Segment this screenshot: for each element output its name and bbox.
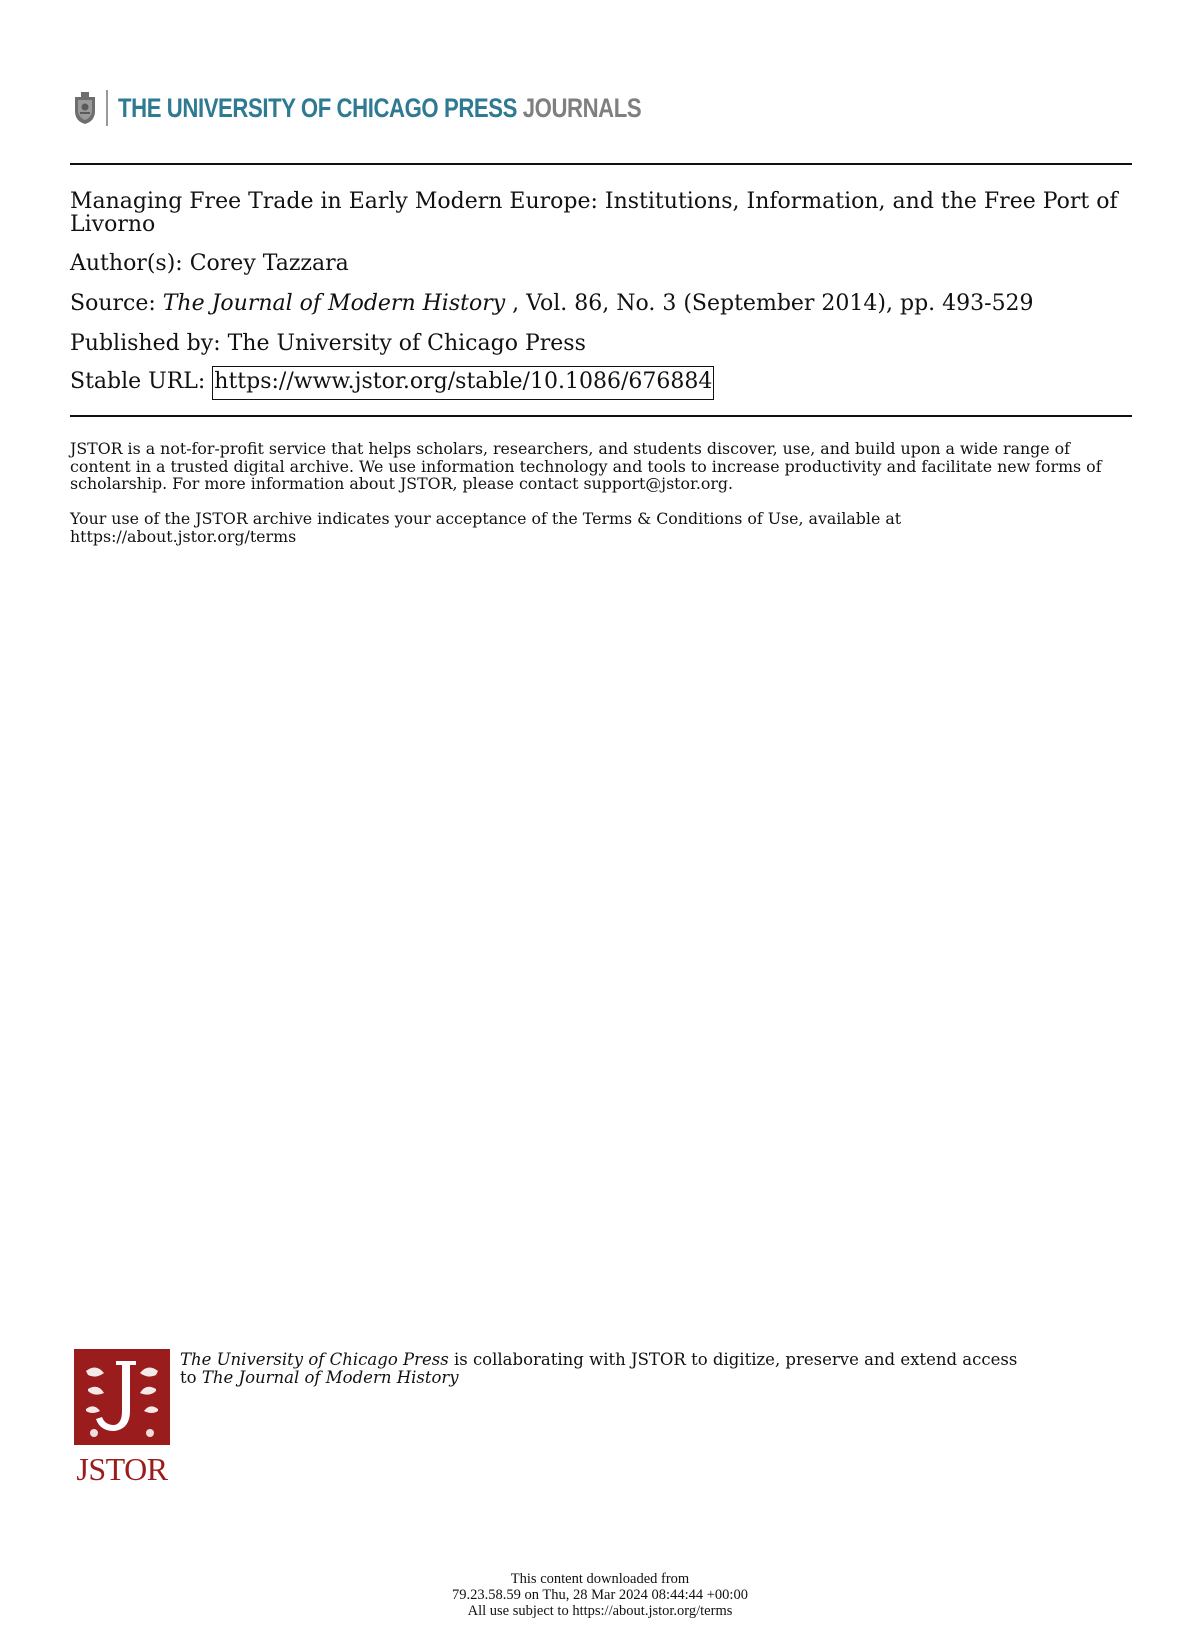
jstor-wordmark: JSTOR xyxy=(76,1451,168,1487)
terms-notice xyxy=(70,510,1132,545)
author-name: Corey Tazzara xyxy=(189,251,349,276)
article-title: Managing Free Trade in Early Modern Europe: Institutions, Information, and the Free Port of Livorno xyxy=(70,189,1118,237)
collaboration-to: to xyxy=(180,1368,202,1387)
source-line xyxy=(70,292,1132,316)
journal-name: The Journal of Modern History xyxy=(162,291,506,316)
header-divider xyxy=(106,90,108,126)
footer-line-2: 79.23.58.59 on Thu, 28 Mar 2024 08:44:44 +00:00 xyxy=(452,1587,748,1603)
terms-line: Your use of the JSTOR archive indicates your acceptance of the Terms & Conditions of Use, available at xyxy=(70,509,902,528)
publisher-suffix: JOURNALS xyxy=(516,92,642,123)
author-label: Author(s): xyxy=(70,251,190,276)
publisher-header xyxy=(72,88,756,128)
terms-url[interactable]: https://about.jstor.org/terms xyxy=(70,526,297,546)
publisher-value: The University of Chicago Press xyxy=(227,331,586,356)
jstor-emblem-icon xyxy=(74,1349,170,1445)
footer-line-1: This content downloaded from xyxy=(510,1571,690,1587)
top-rule xyxy=(70,163,1132,165)
source-details: , Vol. 86, No. 3 (September 2014), pp. 493-529 xyxy=(505,291,1034,316)
bottom-rule xyxy=(70,415,1132,417)
collaboration-journal: The Journal of Modern History xyxy=(201,1368,459,1387)
collaboration-line-1 xyxy=(180,1351,1080,1369)
jstor-logo xyxy=(74,1349,170,1485)
publisher-line xyxy=(70,332,1132,356)
publisher-label: Published by: xyxy=(70,331,228,356)
citation-block xyxy=(70,190,1132,416)
collaboration-statement xyxy=(180,1351,1080,1387)
collaboration-text: is collaborating with JSTOR to digitize, preserve and extend access xyxy=(448,1350,1018,1369)
stable-url-link[interactable]: https://www.jstor.org/stable/10.1086/676884 xyxy=(212,366,714,400)
jstor-about-notice: JSTOR is a not-for-profit service that helps scholars, researchers, and students discover, use, and build upon a wide range of content in a trusted digital archive. We use information technology and tools to increase productivity and facilitate new forms of scholarship. For more information about JSTOR, please contact support@jstor.org. xyxy=(70,439,1102,494)
source-label: Source: xyxy=(70,291,163,316)
collaboration-line-2 xyxy=(180,1369,1080,1387)
download-footer xyxy=(300,1571,900,1619)
stable-url-line xyxy=(70,366,1132,400)
stable-url-label: Stable URL: xyxy=(70,369,213,394)
partner-name: The University of Chicago Press xyxy=(180,1350,449,1369)
university-seal-icon xyxy=(72,91,98,125)
footer-line-3: All use subject to https://about.jstor.org/terms xyxy=(467,1603,733,1619)
publisher-wordmark xyxy=(118,93,641,124)
publisher-name: THE UNIVERSITY OF CHICAGO PRESS xyxy=(118,92,517,123)
author-line xyxy=(70,252,1132,276)
